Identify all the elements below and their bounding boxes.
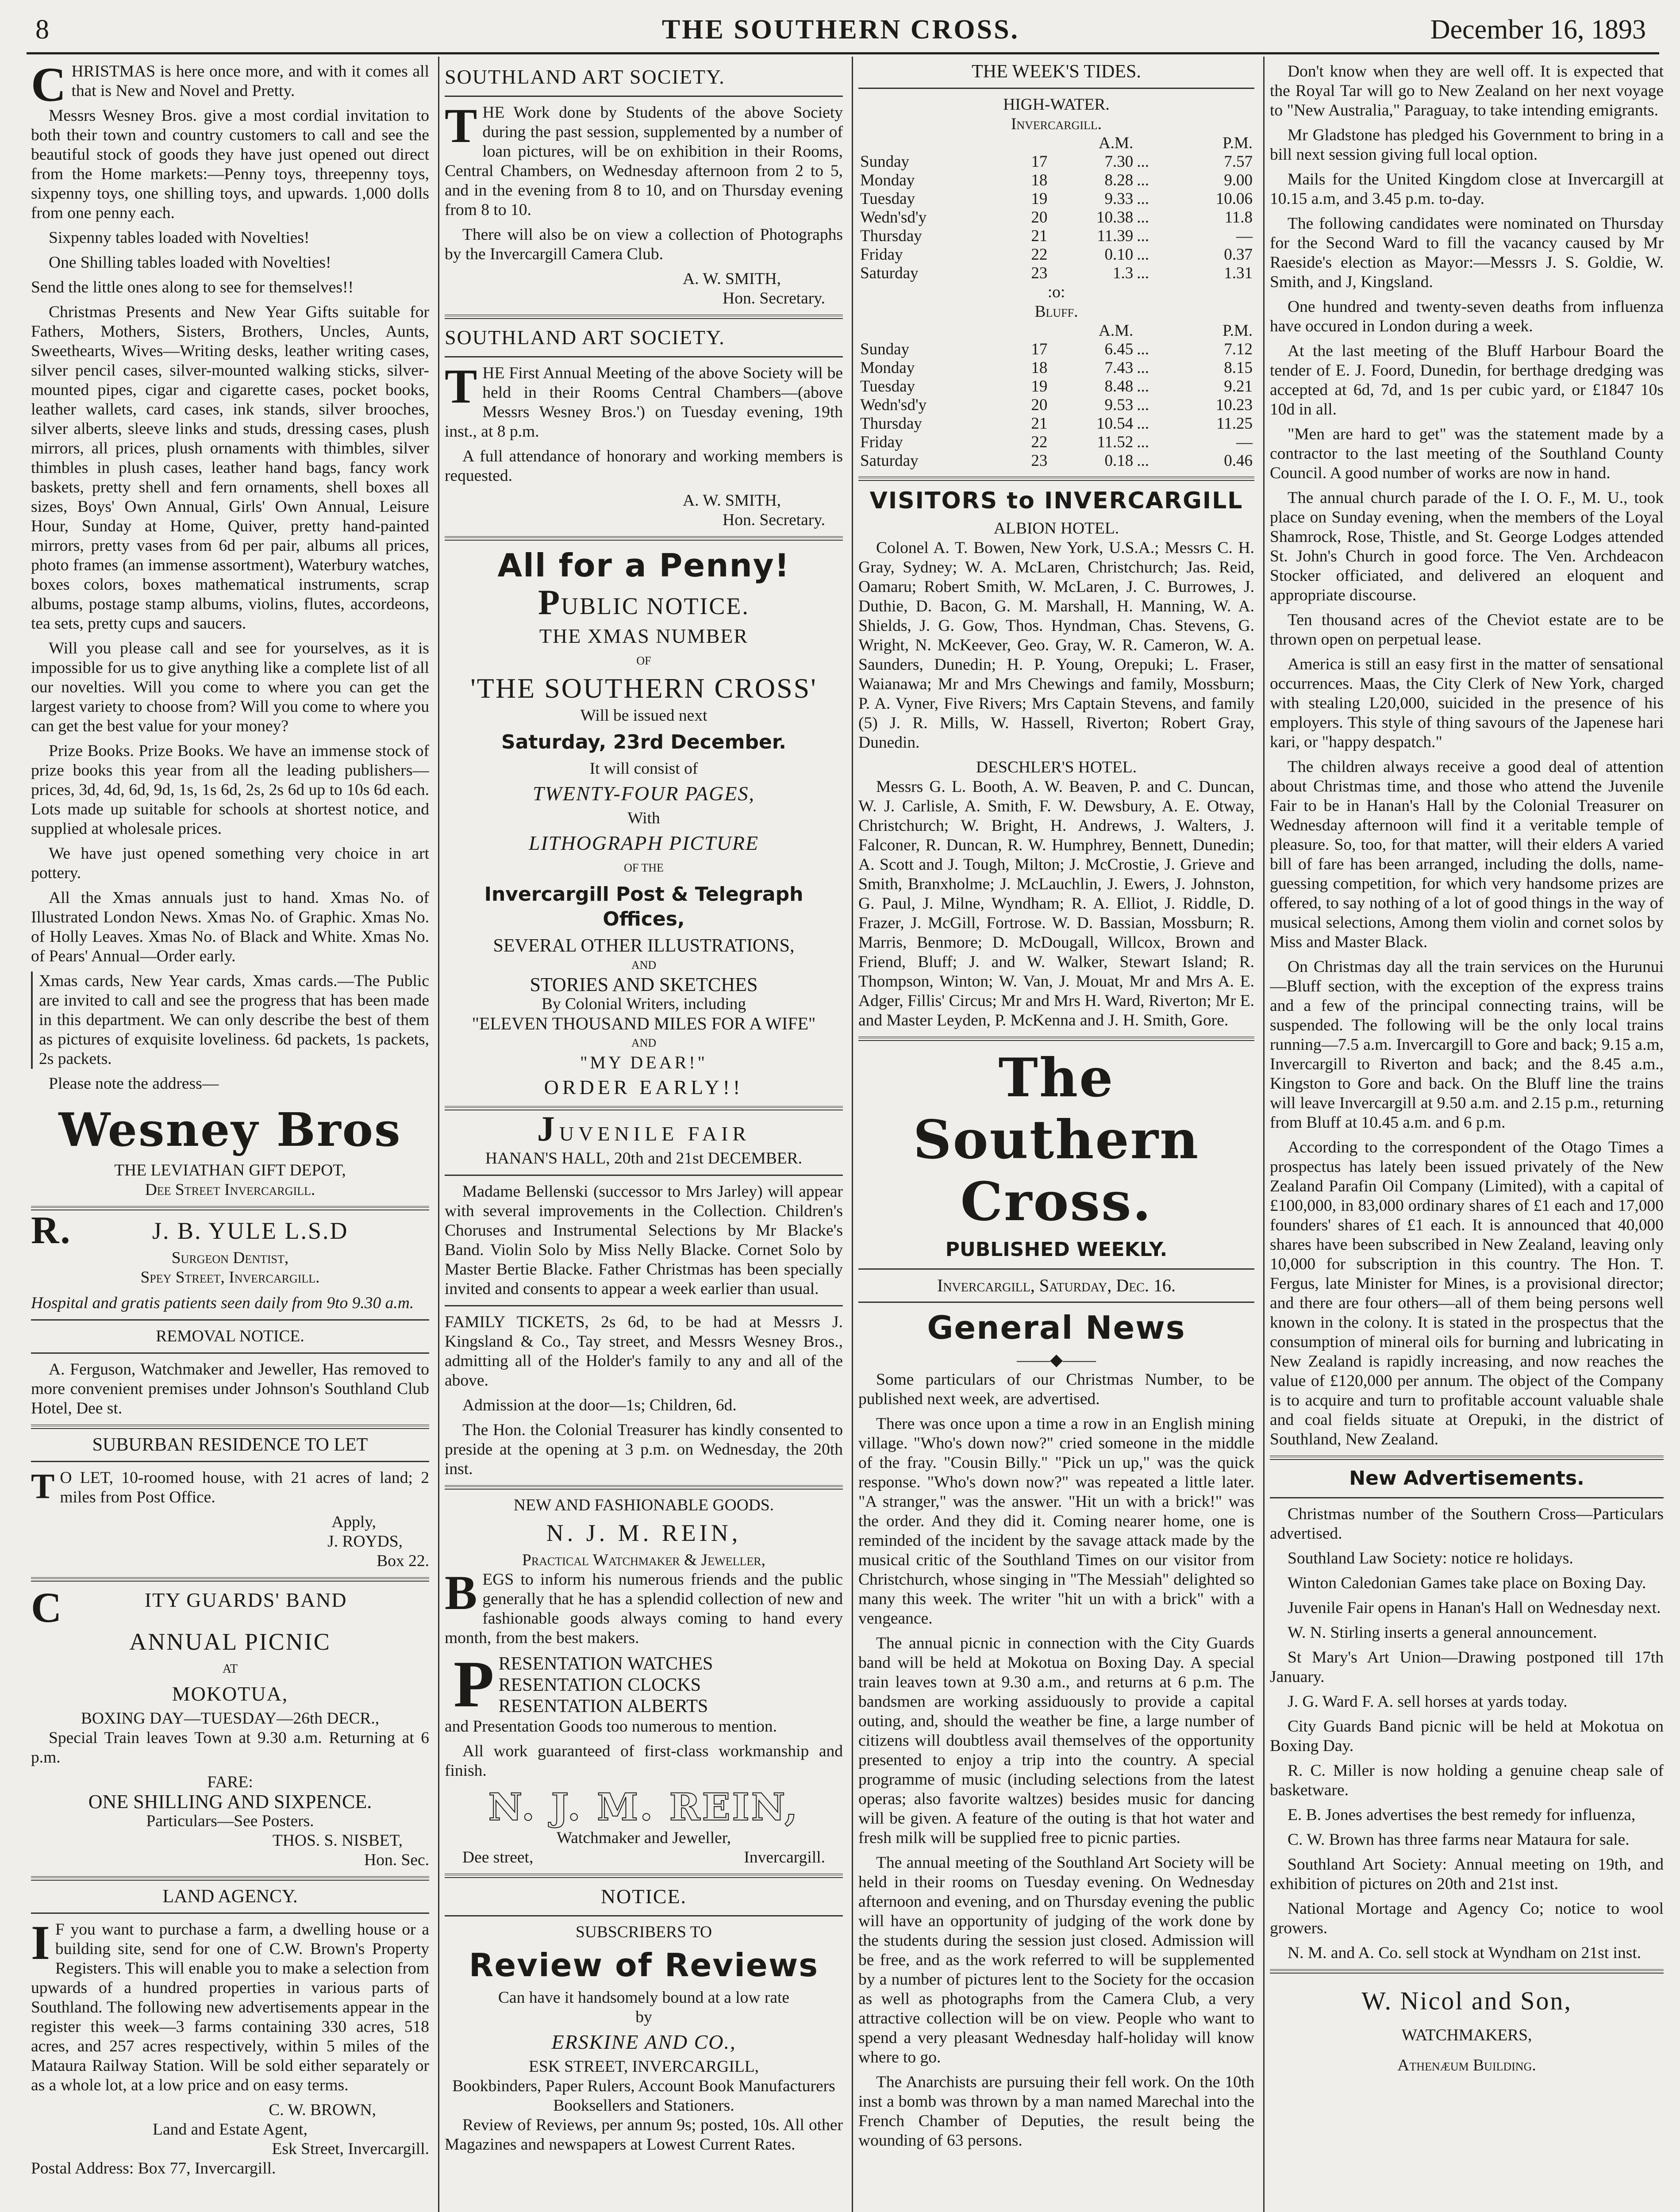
tides-heading: THE WEEK'S TIDES.	[972, 62, 1141, 82]
section-rule	[858, 1037, 1254, 1041]
tide-am: 9.53	[1104, 396, 1134, 414]
presentation-watches: RESENTATION WATCHES	[498, 1654, 713, 1674]
juvenile-treasurer: The Hon. the Colonial Treasurer has kindly consented to preside at the opening at 3 p.m. on Wednesday, the 20th inst.	[445, 1421, 843, 1478]
art-society-signature: A. W. SMITH,	[683, 270, 781, 288]
albion-heading: ALBION HOTEL.	[993, 519, 1119, 538]
article-paragraph: Will you please call and see for yourselves, as it is impossible for us to give anything like a complete list of all our novelties. Will you come to where you can get the largest variety to choose from? Will you come to where you can get the best value for your money?	[31, 639, 429, 735]
tide-row	[858, 433, 1254, 452]
news-paragraph: The annual meeting of the Southland Art Society will be held in their rooms on Tuesday evening. On Wednesday afternoon and evening, and on Thursday evening the public will have an opportunity of judging of the work done by the students during the session just closed. Admission will be free, and as the work referred to will be supplemented by a number of pictures lent to the Society for the occasion as well as photographs from the Camera Club, a very attractive collection will be on view. People who want to spend a very pleasant Wednesday half-holiday will know where to go.	[858, 1854, 1254, 2066]
news-paragraph: According to the correspondent of the Otago Times a prospectus has lately been issued privately of the New Zealand Parafin Oil Company (Limited), with a capital of £100,000, in 83,000 ordinary shares of £1 each and 17,000 founders' shares of £1 each. It is announced that 40,000 shares have been subscribed in New Zealand, leaving only 10,000 for subscription in this country. The Hon. T. Fergus, late Minister for Mines, is a provisional director; and there are four others—all of them being persons well known in the colony. It is stated in the prospectus that the consumption of mineral oils for burning and lubricating in New Zealand is rapidly increasing, and now reaches the value of £120,000 per annum. The object of the Company is to acquire and turn to profitable account valuable shale and coal fields situate at Orepuki, in the district of Southland, New Zealand.	[1270, 1138, 1664, 1448]
suburban-apply: Apply,	[331, 1513, 376, 1531]
section-rule	[1270, 1969, 1664, 1974]
ad-item: Winton Caledonian Games take place on Boxing Day.	[1288, 1574, 1646, 1592]
office-label: Invercargill Post & Telegraph Offices,	[484, 883, 803, 930]
art-society-role: Hon. Secretary.	[723, 511, 825, 529]
tide-day: Thursday	[860, 227, 922, 245]
section-rule	[31, 1577, 429, 1582]
rein-name: N. J. M. REIN,	[546, 1520, 742, 1546]
section-rule	[1270, 1497, 1664, 1498]
nicol-name: W. Nicol and Son,	[1361, 1986, 1572, 2015]
pm-header: P.M.	[1223, 134, 1253, 152]
tide-day: Tuesday	[860, 377, 915, 396]
art-society-text: A full attendance of honorary and working members is requested.	[445, 447, 843, 485]
section-rule	[445, 1915, 843, 1916]
section-rule	[31, 1876, 429, 1881]
tide-row	[858, 190, 1254, 208]
tide-pm: 0.46	[1224, 452, 1253, 470]
suburban-box: Box 22.	[377, 1552, 429, 1570]
am-header: A.M.	[1099, 322, 1134, 340]
tide-pm: —	[1236, 433, 1253, 451]
wesney-subtitle: THE LEVIATHAN GIFT DEPOT,	[114, 1161, 346, 1179]
news-paragraph: One hundred and twenty-seven deaths from influenza have occured in London during a week.	[1270, 298, 1664, 335]
tide-pm: 11.8	[1224, 208, 1253, 227]
land-agent: C. W. BROWN,	[269, 2101, 376, 2119]
tide-am: 11.39	[1097, 227, 1134, 245]
tide-pm: 10.23	[1215, 396, 1253, 414]
penny-heading: All for a Penny!	[497, 547, 790, 584]
high-water-label: HIGH-WATER.	[1003, 96, 1110, 114]
section-rule	[31, 1912, 429, 1914]
tide-date: 22	[1031, 433, 1048, 451]
southern-cross-masthead: The Southern Cross.	[913, 1047, 1200, 1233]
dentist-note: Hospital and gratis patients seen daily from 9to 9.30 a.m.	[31, 1294, 414, 1312]
tide-row	[858, 452, 1254, 470]
am-header: A.M.	[1099, 134, 1134, 152]
tide-pm: 0.37	[1224, 246, 1253, 264]
rein-street: Dee street,	[462, 1848, 534, 1866]
ad-item: Southland Law Society: notice re holidays.	[1288, 1549, 1573, 1567]
bluff-tide-table	[858, 322, 1254, 470]
news-paragraph: The children always receive a good deal of attention about Christmas time, and those who attend the Juvenile Fair to be in Hanan's Hall by the Colonial Treasurer on Wednesday afternoon will find it a veritable temple of pleasure. So, too, for that matter, will their elders A varied bill of fare has been arranged, including the dolls, name-guessing competition, for which very handsome prizes are offered, to say nothing of a lot of good things in the way of musical selections, Among them violin and cornet solos by Miss and Master Black.	[1270, 758, 1664, 951]
tide-sep: ...	[1137, 415, 1149, 433]
section-rule	[445, 1106, 843, 1110]
notice-heading: NOTICE.	[600, 1885, 687, 1908]
news-paragraph: America is still an easy first in the matter of sensational occurrences. Maas, the City Clerk of New York, charged with stealing L20,000, suicided in the presence of his employers. This style of thing savours of the Japenese hari kari, or "happy despatch."	[1270, 655, 1664, 751]
removal-text: A. Ferguson, Watchmaker and Jeweller, Has removed to more convenient premises under Johnson's Southland Club Hotel, Dee st.	[31, 1360, 429, 1417]
article-paragraph: Send the little ones along to see for themselves!!	[31, 278, 354, 296]
tide-pm: 11.25	[1216, 415, 1253, 433]
eleven-label: "ELEVEN THOUSAND MILES FOR A WIFE"	[472, 1014, 816, 1033]
column-2	[445, 62, 843, 2212]
illustrations-label: SEVERAL OTHER ILLUSTRATIONS,	[493, 936, 795, 956]
tide-row	[858, 227, 1254, 246]
land-role: Land and Estate Agent,	[153, 2120, 308, 2139]
tide-date: 18	[1031, 171, 1048, 189]
and-label: AND	[631, 959, 657, 972]
rr-bound: Can have it handsomely bound at a low rate	[498, 1989, 790, 2007]
ad-item: City Guards Band picnic will be held at Mokotua on Boxing Day.	[1270, 1717, 1664, 1755]
tide-day: Sunday	[860, 153, 909, 171]
ad-item: J. G. Ward F. A. sell horses at yards today.	[1288, 1693, 1568, 1711]
tide-pm: 9.00	[1224, 171, 1253, 189]
deschler-guests: Messrs G. L. Booth, A. W. Beaven, P. and C. Duncan, W. J. Carlisle, A. Smith, F. W. Dewsbury, A. E. Otway, Christchurch; W. Bright, H. Andrews, J. Walters, J. Falconer, R. Duncan, R. W. Humphrey, Bennett, Dunedin; A. Scott and J. Tough, Milton; J. McCrostie, J. Grieve and Smith, Branxholme; J. McLauchlin, J. Ewers, J. Johnston, G. Paul, J. Milne, Wyndham; R. A. Elliot, J. Riddle, D. Frazer, J. McGill, Fortrose. W. D. Bassian, Mossburn; R. Marris, Benmore; D. McDougall, Willcox, Brown and Friend, Bluff; J. and W. Walker, Stewart Island; R. Thompson, Winton; W. Van, J. Mouat, Mr and Mrs A. E. Adger, Fillis' Circus; Mr and Mrs H. Ward, Riverton; Mr E. and Master Leyden, P. McKenna and J. H. Smith, Gore.	[858, 778, 1254, 1029]
tide-date: 21	[1031, 415, 1048, 433]
band-title: ANNUAL PICNIC	[129, 1628, 331, 1655]
issue-date-notice: Saturday, 23rd December.	[501, 731, 786, 753]
visitors-heading: VISITORS to INVERCARGILL	[869, 488, 1243, 514]
published-weekly: PUBLISHED WEEKLY.	[945, 1238, 1168, 1261]
ad-item: National Mortage and Agency Co; notice to wool growers.	[1270, 1900, 1664, 1937]
tide-date: 17	[1031, 153, 1048, 171]
presentation-alberts: RESENTATION ALBERTS	[498, 1696, 708, 1717]
juvenile-fair-heading: JUVENILE FAIR	[537, 1110, 751, 1148]
tide-date: 23	[1031, 452, 1048, 470]
article-paragraph: Sixpenny tables loaded with Novelties!	[49, 229, 310, 247]
address-note: Please note the address—	[49, 1075, 219, 1093]
section-rule	[445, 1305, 843, 1306]
section-rule	[1270, 1455, 1664, 1460]
and-label: AND	[631, 1037, 657, 1049]
news-paragraph: On Christmas day all the train services on the Hurunui—Bluff section, with the exception of the express trains and a few of the principal connecting trains, will be suspended. The following will be the only local trains running—7.5 a.m. Invercargill to Gore and back; 9.15 a.m, Invercargill to Riverton and back; and the 8.45 a.m., Kingston to Gore and back. On the Bluff line the trains will leave Invercargill at 9.50 a.m. and 2.15 p.m., returning from Bluff at 10.45 a.m. and 6 p.m.	[1270, 958, 1664, 1132]
tide-pm: 8.15	[1224, 359, 1253, 377]
ad-item: Juvenile Fair opens in Hanan's Hall on Wednesday next.	[1288, 1599, 1661, 1617]
deschler-heading: DESCHLER'S HOTEL.	[976, 758, 1137, 776]
news-paragraph: The following candidates were nominated on Thursday for the Second Ward to fill the vacancy caused by Mr Raeside's election as Mayor:—Messrs J. S. Goldie, W. Smith, and J, Kingsland.	[1270, 215, 1664, 291]
band-heading: C ITY GUARDS' BAND	[31, 1584, 347, 1631]
art-society-heading: SOUTHLAND ART SOCIETY.	[445, 326, 725, 349]
public-notice: PUBLIC NOTICE.	[538, 583, 750, 622]
tide-am: 11.52	[1097, 433, 1134, 451]
section-rule	[445, 1175, 843, 1176]
ad-item: E. B. Jones advertises the best remedy for influenza,	[1288, 1806, 1636, 1824]
article-paragraph: One Shilling tables loaded with Novelties!	[49, 253, 331, 272]
band-at: AT	[222, 1662, 238, 1676]
news-paragraph: Don't know when they are well off. It is expected that the Royal Tar will go to New Zealand on her next voyage to "New Australia," Paraguay, to take intending emigrants.	[1270, 62, 1664, 119]
news-paragraph: "Men are hard to get" was the statement made by a contractor to the last meeting of the Southland County Council. A good number of works are now in hand.	[1270, 425, 1664, 482]
with-label: With	[627, 809, 660, 827]
new-ads-list	[1270, 1505, 1664, 1963]
section-rule	[445, 1485, 843, 1490]
news-paragraph: Ten thousand acres of the Cheviot estate are to be thrown open on perpetual lease.	[1270, 611, 1664, 649]
xmas-cards-box	[31, 972, 429, 1069]
by-label: By Colonial Writers, including	[541, 995, 746, 1013]
issue-date: December 16, 1893	[1430, 15, 1646, 45]
tide-row	[858, 246, 1254, 264]
rein-location	[445, 1848, 843, 1867]
tide-date: 18	[1031, 359, 1048, 377]
tide-sep: ...	[1137, 264, 1149, 282]
section-rule	[858, 476, 1254, 481]
tide-am: 10.54	[1096, 415, 1134, 433]
tide-date: 21	[1031, 227, 1048, 245]
band-date: BOXING DAY—TUESDAY—26th DECR.,	[81, 1709, 380, 1728]
article-paragraph: Christmas Presents and New Year Gifts suitable for Fathers, Mothers, Sisters, Brothers, Uncles, Aunts, Sweethearts, Wives—Writing desks, leather writing cases, silver pencil cases, silver-mounted walking sticks, silver-mounted pipes, cigar and cigarette cases, pocket books, leather wallets, card cases, ink stands, silver brooches, silver alberts, sleeve links and studs, dressing cases, plush mirrors, all prices, plush ornaments with thimbles, silver thimbles in plush cases, leather hand bags, fancy work baskets, pretty shell and fern ornaments, shell boxes all sizes, Boys' Own Annual, Girls' Own Annual, Leisure Hour, Sunday at Home, Quiver, pretty hand-painted mirrors, pretty vases from 6d per pair, albums all prices, photo frames (an immense assortment), Waterbury watches, boxes colors, boxes mathematical instruments, scrap albums, postage stamp albums, violins, flutes, accordeons, tea sets, pretty cups and saucers.	[31, 303, 429, 633]
tide-am: 0.18	[1104, 452, 1134, 470]
news-paragraph: There was once upon a time a row in an English mining village. "Who's down now?" cried someone in the middle of the fray. "Cousin Billy." "Pick un up," was the quick response. "Who's down now?" was repeated a little later. "A stranger," was the answer. "Hit un with a brick!" was the order. And they did it. Coming nearer home, one is reminded of the incident by the savage attack made by the musical critic of the Southland Times on our visitor from Christchurch, whose singing in "The Messiah" delighted so many this week. The writer "hit un with a brick" with a vengeance.	[858, 1415, 1254, 1628]
header-rule	[27, 52, 1659, 54]
tide-am: 10.38	[1096, 208, 1134, 227]
section-rule	[445, 96, 843, 97]
art-society-heading: SOUTHLAND ART SOCIETY.	[445, 65, 725, 88]
tide-date: 19	[1031, 377, 1048, 396]
rein-logo: N. J. M. REIN,	[488, 1785, 800, 1829]
column-3	[858, 62, 1254, 2212]
section-rule	[858, 1302, 1254, 1303]
column-divider	[438, 57, 439, 2212]
presentation-list: P RESENTATION WATCHES RESENTATION CLOCKS RESENTATION ALBERTS	[445, 1653, 843, 1717]
tide-row	[858, 377, 1254, 396]
tide-row	[858, 264, 1254, 283]
presentation-clocks: RESENTATION CLOCKS	[498, 1675, 701, 1695]
tide-header-row	[858, 322, 1254, 340]
suburban-name: J. ROYDS,	[327, 1532, 403, 1551]
news-paragraph: At the last meeting of the Bluff Harbour Board the tender of E. J. Foord, Dunedin, for berthage dredging was accepted at 6d, 7d, and 1s per cubic yard, or £1847 10s 10d in all.	[1270, 342, 1664, 419]
tide-am: 6.45	[1104, 340, 1134, 358]
ad-item: R. C. Miller is now holding a genuine cheap sale of basketware.	[1270, 1762, 1664, 1799]
section-rule	[858, 1268, 1254, 1270]
section-rule	[445, 1874, 843, 1878]
tide-row	[858, 340, 1254, 359]
southern-cross-title: 'THE SOUTHERN CROSS'	[470, 672, 817, 704]
tide-day: Monday	[860, 171, 915, 189]
tide-pm: 9.21	[1224, 377, 1253, 396]
tide-am: 8.28	[1104, 171, 1134, 189]
tide-pm: 7.57	[1224, 153, 1253, 171]
invercargill-label: Invercargill.	[1011, 115, 1102, 133]
rr-firm: ERSKINE AND CO.,	[551, 2031, 736, 2053]
rr-address: ESK STREET, INVERCARGILL,	[528, 2058, 759, 2076]
tide-pm: 1.31	[1224, 264, 1253, 282]
section-rule	[858, 88, 1254, 89]
subscribers-label: SUBSCRIBERS TO	[575, 1923, 712, 1941]
art-society-text: THE Work done by Students of the above Society during the past session, supplemented by a number of loan pictures, will be on exhibition in their Rooms, Central Chambers, on Wednesday afternoon from 2 to 5, and in the evening from 8 to 10, and on Thursday evening from 8 to 10.	[445, 99, 843, 219]
rein-role-2: Watchmaker and Jeweller,	[556, 1829, 731, 1847]
ad-item: St Mary's Art Union—Drawing postponed till 17th January.	[1270, 1648, 1664, 1686]
article-paragraph: All the Xmas annuals just to hand. Xmas No. of Illustrated London News. Xmas No. of Graphic. Xmas No. of Holly Leaves. Xmas No. of Black and White. Xmas No. of Pears' Annual—Order early.	[31, 889, 429, 965]
tide-row	[858, 171, 1254, 190]
pm-header: P.M.	[1223, 322, 1253, 340]
tide-row	[858, 208, 1254, 227]
rein-text: BEGS to inform his numerous friends and the public generally that he has a splendid collection of new and fashionable goods always coming to hand every month, from the best makers.	[445, 1566, 843, 1647]
band-secretary: THOS. S. NISBET,	[272, 1832, 403, 1850]
art-society-signature: A. W. SMITH,	[683, 492, 781, 510]
litho-label: LITHOGRAPH PICTURE	[528, 832, 759, 854]
of-the-label: OF THE	[624, 861, 664, 874]
order-early: ORDER EARLY!!	[544, 1076, 744, 1098]
tide-day: Saturday	[860, 452, 919, 470]
newspaper-title: THE SOUTHERN CROSS.	[661, 15, 1020, 45]
tide-pm: 7.12	[1224, 340, 1253, 358]
dentist-title: Surgeon Dentist,	[171, 1249, 289, 1267]
tide-day: Sunday	[860, 340, 909, 358]
pages-label: TWENTY-FOUR PAGES,	[533, 782, 755, 805]
tide-day: Saturday	[860, 264, 919, 282]
tide-day: Wedn'sd'y	[860, 396, 927, 414]
tide-row	[858, 396, 1254, 415]
tide-sep: ...	[1137, 452, 1149, 470]
section-rule	[31, 1319, 429, 1321]
land-address: Esk Street, Invercargill.	[272, 2140, 429, 2158]
tide-sep: ...	[1137, 377, 1149, 396]
art-society-text: THE First Annual Meeting of the above Society will be held in their Rooms Central Chambers—(above Messrs Wesney Bros.') on Tuesday evening, 19th inst., at 8 p.m.	[445, 359, 843, 441]
tide-pm: —	[1236, 227, 1253, 245]
wesney-logo: Wesney Bros	[58, 1102, 402, 1157]
tide-day: Tuesday	[860, 190, 915, 208]
tide-date: 22	[1031, 246, 1048, 264]
tide-sep: ...	[1137, 227, 1149, 245]
tide-date: 20	[1031, 208, 1048, 227]
page-header	[35, 10, 1646, 50]
my-dear-label: "MY DEAR!"	[580, 1052, 707, 1072]
band-fare: ONE SHILLING AND SIXPENCE.	[88, 1791, 372, 1813]
art-society-text: There will also be on view a collection of Photographs by the Invercargill Camera Club.	[445, 226, 843, 263]
juvenile-tickets: FAMILY TICKETS, 2s 6d, to be had at Messrs J. Kingsland & Co., Tay street, and Messrs Wesney Bros., admitting all of the Holder's family to any and all of the above.	[445, 1313, 843, 1390]
tide-pm: 10.06	[1215, 190, 1253, 208]
bluff-label: Bluff.	[1034, 303, 1078, 321]
tide-am: 9.33	[1104, 190, 1134, 208]
tide-am: 7.30	[1104, 153, 1134, 171]
page-number: 8	[35, 15, 49, 45]
rein-guarantee: All work guaranteed of first-class workmanship and finish.	[445, 1742, 843, 1780]
ad-item: W. N. Stirling inserts a general announcement.	[1288, 1624, 1597, 1642]
issued-label: Will be issued next	[580, 707, 707, 725]
news-paragraph: Mr Gladstone has pledged his Government to bring in a bill next session giving full local option.	[1270, 126, 1664, 164]
tide-sep: ...	[1137, 246, 1149, 264]
suburban-text: T O LET, 10-roomed house, with 21 acres of land; 2 miles from Post Office.	[31, 1467, 429, 1506]
rr-description: Bookbinders, Paper Rulers, Account Book Manufacturers Booksellers and Stationers.	[452, 2077, 835, 2115]
band-particulars: Particulars—See Posters.	[146, 1812, 314, 1830]
section-rule	[445, 315, 843, 319]
rein-mention: and Presentation Goods too numerous to mention.	[445, 1717, 777, 1736]
rr-price: Review of Reviews, per annum 9s; posted, 10s. All other Magazines and newspapers at Lowest Current Rates.	[445, 2116, 843, 2154]
general-news-heading: General News	[927, 1309, 1186, 1346]
tide-am: 1.3	[1112, 264, 1134, 282]
column-divider	[852, 57, 853, 2212]
stories-label: STORIES AND SKETCHES	[530, 974, 758, 995]
tide-row	[858, 359, 1254, 377]
news-paragraph: The annual picnic in connection with the City Guards band will be held at Mokotua on Boxing Day. A special train leaves town at 9.30 a.m., and returns at 6 p.m. The bandsmen are working assiduously to provide a capital outing, and, should the weather be fine, a large number of citizens will doubtless avail themselves of the opportunity presented to enjoy a trip into the country. A special programme of music (including selections from the latest operas; also favorite waltzes) besides music for dancing will be given. A feature of the outing is that hot water and fresh milk will be supplied free to picnic parties.	[858, 1634, 1254, 1847]
article-paragraph: Messrs Wesney Bros. give a most cordial invitation to both their town and country customers to call and see the beautiful stock of goods they have just opened out direct from the Home markets:—Penny toys, threepenny toys, sixpenny toys, one shilling toys, and upwards. 1,000 dolls from one penny each.	[31, 107, 429, 222]
tide-am: 8.48	[1104, 377, 1134, 396]
review-of-reviews-heading: Review of Reviews	[469, 1947, 819, 1984]
xmas-intro: CHRISTMAS is here once more, and with it comes all that is New and Novel and Pretty.	[31, 62, 429, 111]
tide-sep: ...	[1137, 433, 1149, 451]
consist-label: It will consist of	[589, 760, 698, 778]
tide-row	[858, 415, 1254, 433]
section-rule	[445, 356, 843, 357]
land-postal: Postal Address: Box 77, Invercargill.	[31, 2159, 276, 2177]
rein-new-goods: NEW AND FASHIONABLE GOODS.	[513, 1496, 774, 1514]
tide-date: 23	[1031, 264, 1048, 282]
tide-day: Wedn'sd'y	[860, 208, 927, 227]
tide-header-row	[858, 134, 1254, 153]
albion-guests: Colonel A. T. Bowen, New York, U.S.A.; Messrs C. H. Gray, Sydney; W. A. McLaren, Christchurch; Jas. Reid, Oamaru; Robert Smith, W. McLaren, J. C. Burrowes, J. Duthie, D. Bacon, G. M. Marshall, H. Manning, W. A. Shields, J. G. Gow, Thos. Hyndman, Chas. Stevens, G. Wright, N. McKeever, Geo. Gray, W. R. Cameron, W. A. Saunders, Dunedin; H. P. Young, Orepuki; L. Fraser, Waianawa; Mr and Mrs Chewings and family, Mossburn; P. A. Vyner, Five Rivers; Mrs Captain Stevens, and family (5) J. R. Mills, W. Hassell, Riverton; Robert Gray, Dunedin.	[858, 539, 1254, 752]
news-paragraph: Some particulars of our Christmas Number, to be published next week, are advertised.	[858, 1371, 1254, 1408]
column-divider	[1263, 57, 1265, 2212]
tide-sep: ...	[1137, 171, 1149, 189]
nicol-address: Athenæum Building.	[1397, 2056, 1536, 2074]
tide-sep: ...	[1137, 208, 1149, 227]
juvenile-text: Madame Bellenski (successor to Mrs Jarley) will appear with several improvements in the Collection. Children's Choruses and Instrumental Selections by Mr Blacke's Band. Violin Solo by Miss Nelly Blacke. Cornet Solo by Master Bertie Blacke. Father Christmas has been specially invited and consents to appear a week earlier than usual.	[445, 1183, 843, 1298]
tide-am: 0.10	[1104, 246, 1134, 264]
xmas-cards-text: Xmas cards, New Year cards, Xmas cards.—The Public are invited to call and see the progress that has been made in this department. We can only describe the best of them as pictures of exquisite loveliness. 6d packets, 1s packets, 2s packets.	[39, 972, 429, 1068]
tide-day: Thursday	[860, 415, 922, 433]
tide-date: 20	[1031, 396, 1048, 414]
tide-sep: ...	[1137, 340, 1149, 358]
suburban-heading: SUBURBAN RESIDENCE TO LET	[92, 1435, 368, 1455]
article-paragraph: We have just opened something very choice in art pottery.	[31, 845, 429, 882]
tide-day: Friday	[860, 433, 903, 451]
ad-item: Christmas number of the Southern Cross—Particulars advertised.	[1270, 1505, 1664, 1543]
rein-town: Invercargill.	[744, 1848, 825, 1866]
tide-sep: ...	[1137, 396, 1149, 414]
section-rule	[445, 536, 843, 541]
dentist-address: Spey Street, Invercargill.	[140, 1268, 320, 1286]
ad-item: N. M. and A. Co. sell stock at Wyndham on 21st inst.	[1288, 1944, 1642, 1962]
of-label: OF	[636, 654, 651, 667]
tide-date: 19	[1031, 190, 1048, 208]
dateline: Invercargill, Saturday, Dec. 16.	[937, 1275, 1176, 1295]
column-4	[1270, 62, 1664, 2212]
news-paragraph: Mails for the United Kingdom close at Invercargill at 10.15 a.m, and 3.45 p.m. to-day.	[1270, 170, 1664, 208]
rr-by: by	[635, 2008, 652, 2026]
tide-day: Friday	[860, 246, 903, 264]
art-society-role: Hon. Secretary.	[723, 289, 825, 307]
article-paragraph: Prize Books. Prize Books. We have an immense stock of prize books this year from all the leading publishers—prices, 3d, 4d, 6d, 9d, 1s, 1s 6d, 2s, 2s 6d up to 10s 6d each. Lots made up suitable for schools at shortest notice, and supplied at wholesale prices.	[31, 742, 429, 838]
dentist-name: R. J. B. YULE L.S.D	[31, 1209, 349, 1252]
section-rule	[31, 1461, 429, 1462]
ornament: ——◆——	[1017, 1351, 1096, 1369]
tide-divider: :o:	[1047, 283, 1065, 301]
invercargill-tide-table	[858, 134, 1254, 283]
land-heading: LAND AGENCY.	[162, 1886, 298, 1907]
ad-item: C. W. Brown has three farms near Mataura for sale.	[1288, 1831, 1630, 1849]
juvenile-admission: Admission at the door—1s; Children, 6d.	[462, 1396, 737, 1414]
land-text: I F you want to purchase a farm, a dwelling house or a building site, send for one of C.W. Brown's Property Registers. This will enable you to make a selection from upwards of a hundred properties in various parts of Southland. The following new advertisements appear in the register this week—3 farms containing 330 acres, 518 acres, and 257 acres respectively, within 5 miles of the Mataura Railway Station. Will be sold either separately or as a whole lot, at a low price and on easy terms.	[31, 1916, 429, 2094]
nicol-role: WATCHMAKERS,	[1401, 2026, 1532, 2044]
removal-heading: REMOVAL NOTICE.	[156, 1327, 304, 1345]
section-rule	[31, 1352, 429, 1354]
band-secretary-role: Hon. Sec.	[364, 1851, 429, 1869]
wesney-address: Dee Street Invercargill.	[145, 1181, 315, 1199]
tide-am: 7.43	[1104, 359, 1134, 377]
tide-sep: ...	[1137, 153, 1149, 171]
xmas-number: THE XMAS NUMBER	[539, 625, 749, 647]
new-ads-heading: New Advertisements.	[1349, 1467, 1584, 1490]
band-place: MOKOTUA,	[172, 1682, 288, 1705]
band-train: Special Train leaves Town at 9.30 a.m. Returning at 6 p.m.	[31, 1729, 429, 1767]
news-paragraph: The Anarchists are pursuing their fell work. On the 10th inst a bomb was thrown by a man named Marechal into the French Chamber of Deputies, the result being the wounding of 63 persons.	[858, 2073, 1254, 2150]
tide-sep: ...	[1137, 190, 1149, 208]
section-rule	[31, 1206, 429, 1210]
tide-sep: ...	[1137, 359, 1149, 377]
tide-day: Monday	[860, 359, 915, 377]
column-1	[31, 62, 429, 2212]
tide-row	[858, 153, 1254, 171]
band-fare-heading: FARE:	[207, 1773, 253, 1791]
rein-role: Practical Watchmaker & Jeweller,	[522, 1551, 765, 1569]
juvenile-hall: HANAN'S HALL, 20th and 21st DECEMBER.	[485, 1149, 803, 1167]
tide-date: 17	[1031, 340, 1048, 358]
news-paragraph: The annual church parade of the I. O. F., M. U., took place on Sunday evening, when the members of the Loyal Shamrock, Rose, Thistle, and St. George Lodges attended St. John's Church in good force. The Ven. Archdeacon Stocker officiated, and delivered an eloquent and appropriate discourse.	[1270, 489, 1664, 604]
section-rule	[31, 1425, 429, 1429]
ad-item: Southland Art Society: Annual meeting on 19th, and exhibition of pictures on 20th and 21st inst.	[1270, 1855, 1664, 1893]
